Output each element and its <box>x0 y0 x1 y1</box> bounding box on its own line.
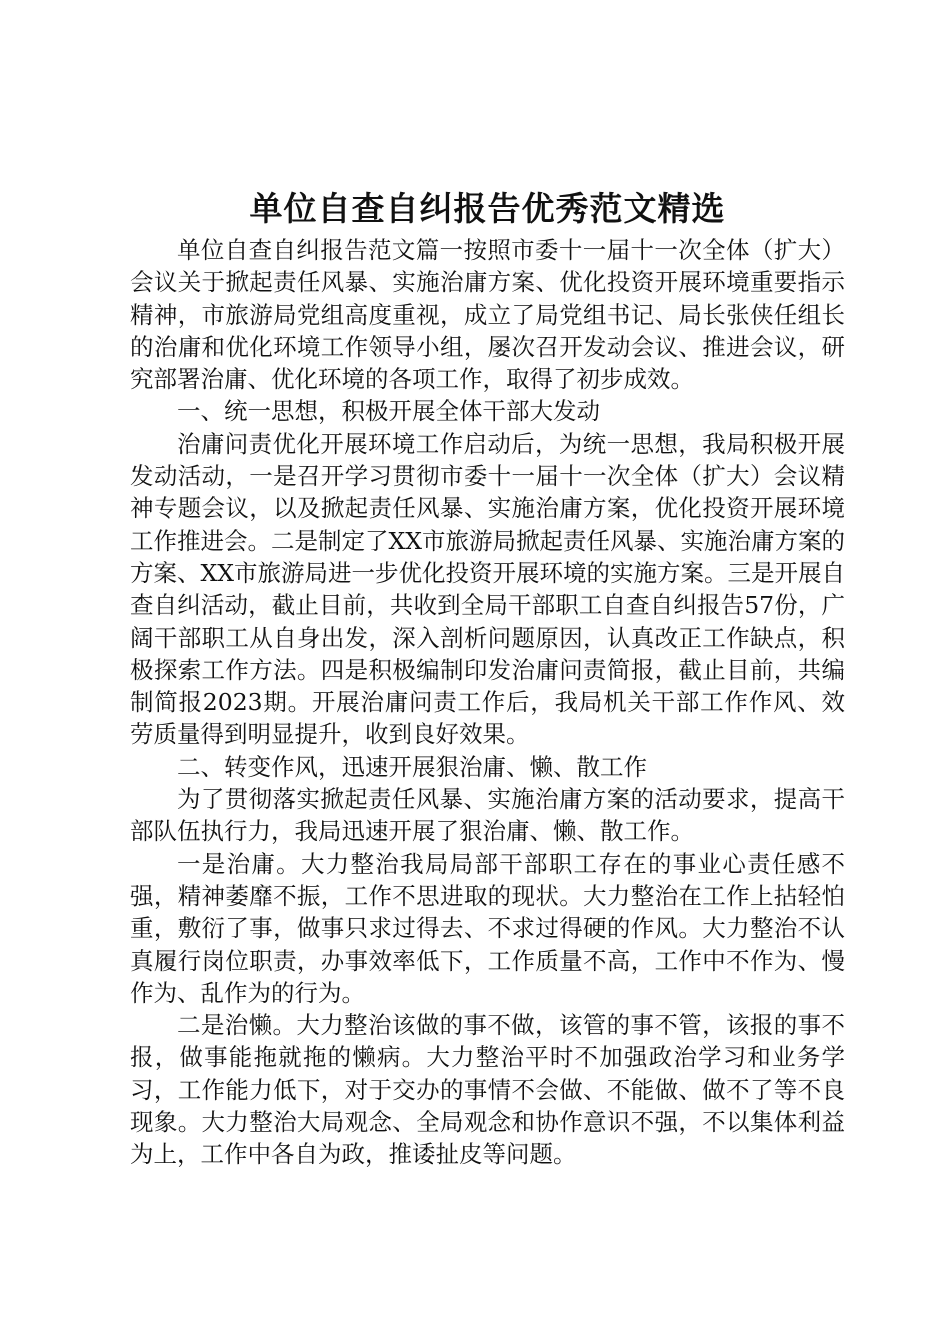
section-heading-1: 一、统一思想，积极开展全体干部大发动 <box>177 397 600 426</box>
paragraph-zhi-yong: 一是治庸。大力整治我局局部干部职工存在的事业心责任感不强，精神萎靡不振，工作不思进取的现状。大力整治在工作上拈轻怕重，敷衍了事，做事只求过得去、不求过得硬的作风。大力整治不认真履行岗位职责，办事效率低下，工作质量不高，工作中不作为、慢作为、乱作为的行为。 <box>130 849 845 1007</box>
document-page <box>130 186 845 1171</box>
paragraph-intro: 单位自查自纠报告范文篇一按照市委十一届十一次全体（扩大）会议关于掀起责任风暴、实施治庸方案、优化投资开展环境重要指示精神，市旅游局党组高度重视，成立了局党组书记、局长张侠任组长的治庸和优化环境工作领导小组，屡次召开发动会议、推进会议，研究部署治庸、优化环境的各项工作，取得了初步成效。 <box>130 236 845 394</box>
paragraph-section-2: 为了贯彻落实掀起责任风暴、实施治庸方案的活动要求，提高干部队伍执行力，我局迅速开展了狠治庸、懒、散工作。 <box>130 785 845 846</box>
paragraph-section-1: 治庸问责优化开展环境工作启动后，为统一思想，我局积极开展发动活动，一是召开学习贯彻市委十一届十一次全体（扩大）会议精神专题会议，以及掀起责任风暴、实施治庸方案，优化投资开展环境工作推进会。二是制定了XX市旅游局掀起责任风暴、实施治庸方案的方案、XX市旅游局进一步优化投资开展环境的实施方案。三是开展自查自纠活动，截止目前，共收到全局干部职工自查自纠报告57份，广阔干部职工从自身出发，深入剖析问题原因，认真改正工作缺点，积极探索工作方法。四是积极编制印发治庸问责简报，截止目前，共编制简报2023期。开展治庸问责工作后，我局机关干部工作作风、效劳质量得到明显提升，收到良好效果。 <box>130 429 845 749</box>
section-heading-2: 二、转变作风，迅速开展狠治庸、懒、散工作 <box>177 752 647 781</box>
paragraph-zhi-lan: 二是治懒。大力整治该做的事不做，该管的事不管，该报的事不报，做事能拖就拖的懒病。大力整治平时不加强政治学习和业务学习，工作能力低下，对于交办的事情不会做、不能做、做不了等不良现象。大力整治大局观念、全局观念和协作意识不强，不以集体利益为上，工作中各自为政，推诿扯皮等问题。 <box>130 1011 845 1169</box>
document-title: 单位自查自纠报告优秀范文精选 <box>249 189 726 228</box>
